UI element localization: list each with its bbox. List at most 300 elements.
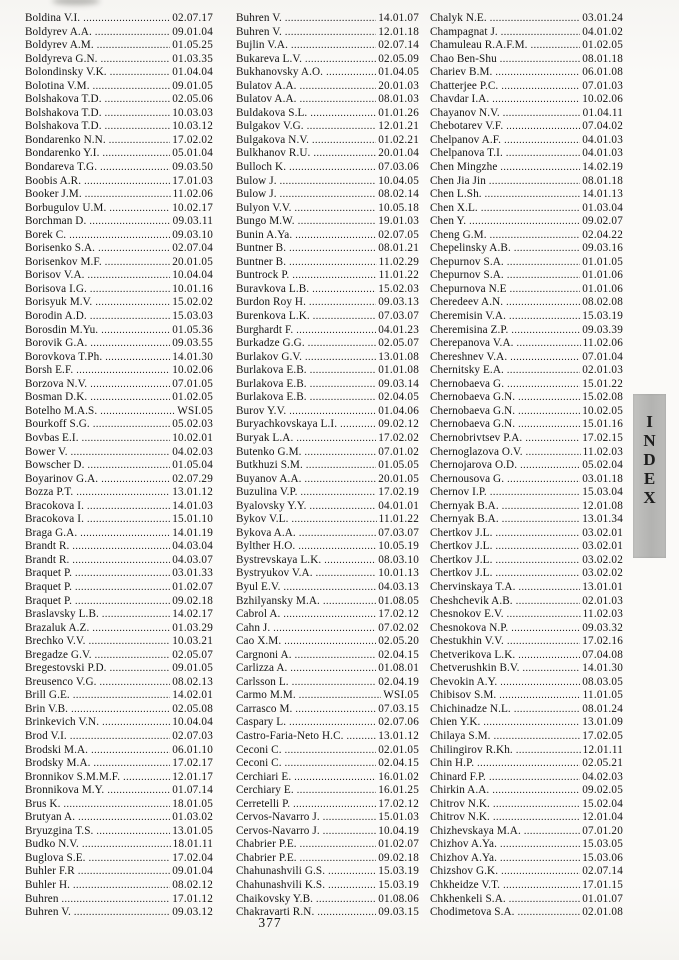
index-column-1: [25, 12, 213, 920]
index-entry: [430, 242, 623, 256]
index-entry: [25, 446, 213, 460]
index-entry: [236, 676, 419, 690]
dot-leader: [300, 80, 377, 94]
entry-code: 11.02.06: [172, 188, 213, 201]
entry-code: 02.05.20: [378, 635, 419, 648]
dot-leader: [507, 364, 580, 378]
dot-leader: [78, 811, 170, 825]
entry-code: 02.05.21: [582, 757, 623, 770]
index-entry: [430, 771, 623, 785]
dot-leader: [285, 744, 377, 758]
dot-leader: [73, 689, 170, 703]
index-entry: [236, 757, 419, 771]
dot-leader: [280, 188, 377, 202]
entry-name: Byul E.V.: [236, 580, 281, 593]
dot-leader: [526, 446, 581, 460]
entry-code: 09.03.55: [172, 337, 213, 350]
entry-name: Bregadze G.V.: [25, 648, 92, 661]
index-entry: [236, 215, 419, 229]
index-entry: [236, 337, 419, 351]
index-entry: [25, 703, 213, 717]
entry-name: Chernobaeva G.N.: [430, 404, 516, 417]
entry-code: 15.03.04: [582, 486, 623, 499]
dot-leader: [511, 324, 580, 338]
entry-name: Chetverikova L.K.: [430, 648, 516, 661]
entry-code: 09.03.10: [172, 228, 213, 241]
dot-leader: [72, 554, 170, 568]
dot-leader: [280, 175, 377, 189]
entry-code: 15.01.10: [172, 513, 213, 526]
dot-leader: [73, 879, 170, 893]
dot-leader: [105, 120, 171, 134]
entry-code: 15.01.16: [582, 418, 623, 431]
entry-code: 15.03.03: [172, 310, 213, 323]
entry-name: Borek C.: [25, 228, 67, 241]
entry-name: Chertkov J.L.: [430, 540, 493, 553]
dot-leader: [305, 473, 377, 487]
entry-name: Brechko V.V.: [25, 635, 86, 648]
dot-leader: [489, 175, 580, 189]
entry-code: 02.05.09: [378, 52, 419, 65]
entry-code: 09.03.11: [172, 215, 213, 228]
entry-code: 01.02.05: [582, 39, 623, 52]
index-entry: [25, 513, 213, 527]
entry-name: Bulow J.: [236, 174, 277, 187]
entry-name: Chibisov S.M.: [430, 689, 497, 702]
entry-code: 12.01.17: [172, 770, 213, 783]
entry-name: Cervos-Navarro J.: [236, 811, 320, 824]
entry-name: Cabrol A.: [236, 608, 281, 621]
entry-code: 02.07.29: [172, 472, 213, 485]
dot-leader: [328, 879, 376, 893]
entry-code: 14.01.30: [582, 662, 623, 675]
entry-code: 02.07.04: [172, 242, 213, 255]
entry-name: Chabrier P.E.: [236, 838, 297, 851]
entry-name: Bolshakova T.D.: [25, 106, 102, 119]
entry-code: 01.03.29: [172, 621, 213, 634]
entry-name: Chernitsky E.A.: [430, 364, 504, 377]
dot-leader: [516, 744, 581, 758]
entry-name: Braquet P.: [25, 580, 72, 593]
entry-code: 08.01.21: [378, 242, 419, 255]
entry-code: 07.01.05: [172, 377, 213, 390]
dot-leader: [105, 256, 170, 270]
entry-code: 04.02.03: [172, 445, 213, 458]
dot-leader: [485, 188, 581, 202]
entry-name: Brandt R.: [25, 553, 70, 566]
index-entry: [25, 757, 213, 771]
entry-name: Ceconi C.: [236, 757, 282, 770]
index-entry: [25, 418, 213, 432]
entry-code: 14.01.13: [582, 188, 623, 201]
index-entry: [236, 418, 419, 432]
entry-code: 01.02.07: [172, 580, 213, 593]
entry-code: 06.01.08: [582, 66, 623, 79]
index-entry: [236, 703, 419, 717]
entry-name: Chernyak B.A.: [430, 513, 499, 526]
entry-name: Bregestovski P.D.: [25, 662, 107, 675]
dot-leader: [102, 608, 170, 622]
entry-name: Bulgakov V.G.: [236, 120, 304, 133]
dot-leader: [289, 716, 376, 730]
entry-name: Bulgakova N.V.: [236, 133, 309, 146]
entry-name: Borosdin M.Yu.: [25, 323, 99, 336]
dot-leader: [500, 838, 580, 852]
entry-name: Chahunashvili K.S.: [236, 879, 326, 891]
dot-leader: [305, 446, 377, 460]
index-column-2: [236, 12, 419, 920]
entry-name: Bujlin V.A.: [236, 39, 288, 52]
index-entry: [236, 459, 419, 473]
entry-code: 10.05.19: [378, 540, 419, 553]
index-tab-letter: X: [643, 488, 656, 507]
index-entry: [430, 879, 623, 893]
entry-name: Chitrov N.K.: [430, 797, 490, 810]
entry-name: Buryachkovskaya L.I.: [236, 418, 338, 431]
index-entry: [25, 554, 213, 568]
entry-name: Chernoglazova O.V.: [430, 445, 523, 458]
dot-leader: [69, 229, 170, 243]
entry-code: 13.01.08: [378, 350, 419, 363]
entry-name: Braslavsky L.B.: [25, 608, 99, 621]
index-entry: [430, 608, 623, 622]
index-entry: [236, 744, 419, 758]
entry-code: 09.01.05: [172, 662, 213, 675]
index-entry: [25, 147, 213, 161]
index-entry: [430, 93, 623, 107]
entry-name: Boldyreva G.N.: [25, 52, 98, 65]
dot-leader: [305, 351, 376, 365]
entry-code: 10.04.05: [378, 174, 419, 187]
index-entry: [25, 378, 213, 392]
entry-code: 01.08.05: [378, 594, 419, 607]
entry-name: Buhren V.: [25, 906, 71, 919]
entry-name: Chen Mingzhe: [430, 161, 498, 174]
entry-name: Bondareva T.G.: [25, 161, 98, 174]
dot-leader: [313, 147, 376, 161]
entry-name: Chizhov A.Ya.: [430, 851, 497, 864]
dot-leader: [300, 852, 377, 866]
index-entry: [430, 513, 623, 527]
index-entry: [25, 825, 213, 839]
index-entry: [25, 730, 213, 744]
index-entry: [236, 811, 419, 825]
entry-code: 10.05.18: [378, 201, 419, 214]
index-entry: [25, 852, 213, 866]
entry-name: Bukhanovsky A.O.: [236, 66, 324, 79]
entry-name: Bondarenko Y.I.: [25, 147, 100, 160]
dot-leader: [517, 337, 581, 351]
entry-name: Burlakova E.B.: [236, 364, 307, 377]
entry-name: Bronnikov S.M.M.F.: [25, 770, 121, 783]
dot-leader: [110, 66, 171, 80]
dot-leader: [483, 716, 580, 730]
entry-name: Brod V.I.: [25, 729, 67, 742]
entry-name: Chebotarev V.F.: [430, 120, 504, 133]
dot-leader: [501, 865, 580, 879]
dot-leader: [62, 893, 171, 907]
index-entry: [25, 893, 213, 907]
dot-leader: [316, 567, 377, 581]
entry-name: Chao Ben-Shu: [430, 52, 497, 65]
entry-code: 08.01.03: [378, 93, 419, 106]
entry-code: 09.02.18: [172, 594, 213, 607]
dot-leader: [518, 405, 580, 419]
dot-leader: [85, 188, 171, 202]
index-entry: [236, 161, 419, 175]
entry-name: Champagnat J.: [430, 25, 498, 38]
entry-name: Chizshov G.K.: [430, 865, 499, 878]
index-entry: [430, 269, 623, 283]
entry-code: 08.01.24: [582, 702, 623, 715]
dot-leader: [507, 256, 580, 270]
entry-code: 04.03.07: [172, 553, 213, 566]
index-entry: [236, 798, 419, 812]
dot-leader: [492, 784, 580, 798]
entry-code: 01.08.01: [378, 662, 419, 675]
entry-name: Burghardt F.: [236, 323, 294, 336]
dot-leader: [495, 66, 580, 80]
entry-code: 17.02.17: [172, 757, 213, 770]
index-entry: [25, 798, 213, 812]
dot-leader: [507, 635, 580, 649]
entry-name: Chesnokova N.P.: [430, 621, 509, 634]
dot-leader: [507, 378, 580, 392]
index-entry: [236, 256, 419, 270]
entry-code: 01.01.08: [378, 364, 419, 377]
entry-code: 04.01.23: [378, 323, 419, 336]
entry-name: Chevokin A.Y.: [430, 675, 498, 688]
dot-leader: [300, 838, 377, 852]
entry-name: Bulyon V.V.: [236, 201, 292, 214]
dot-leader: [492, 93, 580, 107]
index-entry: [25, 53, 213, 67]
dot-leader: [313, 310, 376, 324]
index-entry: [236, 296, 419, 310]
dot-leader: [506, 296, 580, 310]
entry-code: 04.03.13: [378, 580, 419, 593]
index-entry: [430, 865, 623, 879]
entry-name: Borzova N.V.: [25, 377, 88, 390]
entry-code: 17.02.19: [378, 486, 419, 499]
entry-code: 17.02.02: [378, 431, 419, 444]
entry-code: 10.03.21: [172, 635, 213, 648]
dot-leader: [523, 662, 581, 676]
entry-code: 11.02.06: [582, 337, 623, 350]
entry-name: Chernousova G.: [430, 472, 505, 485]
dot-leader: [89, 215, 170, 229]
index-entry: [430, 676, 623, 690]
index-entry: [25, 662, 213, 676]
entry-code: 10.03.03: [172, 106, 213, 119]
dot-leader: [76, 486, 170, 500]
entry-code: 01.01.05: [582, 255, 623, 268]
index-entry: [430, 662, 623, 676]
dot-leader: [510, 283, 581, 297]
dot-leader: [100, 161, 170, 175]
dot-leader: [323, 811, 377, 825]
dot-leader: [292, 676, 377, 690]
entry-code: 07.01.20: [582, 824, 623, 837]
dot-leader: [109, 134, 171, 148]
entry-name: Cao X.M.: [236, 635, 282, 648]
entry-name: Butenko G.M.: [236, 445, 302, 458]
index-entry: [236, 527, 419, 541]
entry-name: Buntner B.: [236, 242, 287, 255]
entry-name: Chkheidze V.T.: [430, 879, 501, 891]
index-entry: [236, 39, 419, 53]
entry-code: 02.05.07: [172, 648, 213, 661]
index-entry: [236, 716, 419, 730]
entry-code: 15.02.08: [582, 391, 623, 404]
index-entry: [430, 80, 623, 94]
entry-name: Brutyan A.: [25, 811, 76, 824]
entry-name: Burov Y.V.: [236, 404, 287, 417]
index-entry: [430, 757, 623, 771]
dot-leader: [507, 473, 580, 487]
entry-code: 03.02.02: [582, 553, 623, 566]
dot-leader: [307, 120, 377, 134]
index-entry: [25, 500, 213, 514]
entry-name: Chodimetova S.A.: [430, 906, 515, 919]
entry-code: 13.01.09: [582, 716, 623, 729]
dot-leader: [296, 432, 376, 446]
entry-code: 17.01.15: [582, 879, 623, 891]
dot-leader: [71, 446, 171, 460]
entry-name: Braquet P.: [25, 594, 72, 607]
index-entry: [25, 269, 213, 283]
dot-leader: [295, 649, 377, 663]
dot-leader: [109, 202, 170, 216]
entry-name: Butkhuzi S.M.: [236, 459, 303, 472]
entry-name: Chesnokov E.V.: [430, 608, 504, 621]
entry-code: 03.01.24: [582, 12, 623, 24]
index-entry: [430, 554, 623, 568]
entry-name: Brus K.: [25, 797, 61, 810]
entry-name: Burlakova E.B.: [236, 377, 307, 390]
index-entry: [236, 391, 419, 405]
entry-code: 16.01.02: [378, 770, 419, 783]
entry-name: Chitrov N.K.: [430, 811, 490, 824]
dot-leader: [494, 730, 581, 744]
entry-name: Chertkov J.L.: [430, 526, 493, 539]
entry-name: Borovkova T.Ph.: [25, 350, 103, 363]
index-entry: [236, 269, 419, 283]
dot-leader: [90, 337, 170, 351]
index-entry: [236, 351, 419, 365]
entry-code: 13.01.12: [172, 486, 213, 499]
index-entry: [430, 378, 623, 392]
dot-leader: [102, 716, 170, 730]
entry-name: Buldakova S.L.: [236, 106, 308, 119]
index-entry: [236, 202, 419, 216]
dot-leader: [496, 554, 581, 568]
entry-code: 15.02.02: [172, 296, 213, 309]
entry-name: Cheshchevik A.B.: [430, 594, 513, 607]
entry-code: 07.04.02: [582, 120, 623, 133]
index-entry: [236, 540, 419, 554]
entry-name: Carlizza A.: [236, 662, 288, 675]
entry-name: Brazaluk A.Z.: [25, 621, 90, 634]
entry-name: Chavdar I.A.: [430, 93, 490, 106]
entry-code: 09.03.50: [172, 161, 213, 174]
dot-leader: [500, 852, 580, 866]
entry-name: Borchman D.: [25, 215, 87, 228]
dot-leader: [83, 12, 170, 26]
index-entry: [25, 296, 213, 310]
entry-name: Boldina V.I.: [25, 12, 81, 24]
entry-name: Bunin A.Ya.: [236, 228, 293, 241]
index-entry: [25, 229, 213, 243]
dot-leader: [82, 432, 171, 446]
entry-code: 01.01.07: [582, 892, 623, 905]
entry-code: 15.03.05: [582, 838, 623, 851]
entry-name: Bolshakova T.D.: [25, 120, 102, 133]
entry-name: Botelho M.A.S.: [25, 404, 98, 417]
index-entry: [236, 852, 419, 866]
entry-code: 01.07.14: [172, 784, 213, 797]
entry-name: Breusenco V.G.: [25, 675, 97, 688]
entry-code: 05.02.03: [172, 418, 213, 431]
entry-name: Carlsson L.: [236, 675, 289, 688]
entry-name: Cerchiari E.: [236, 770, 292, 783]
index-entry: [25, 337, 213, 351]
entry-name: Chichinadze N.L.: [430, 702, 511, 715]
dot-leader: [310, 364, 377, 378]
dot-leader: [64, 798, 171, 812]
entry-code: 08.02.12: [172, 879, 213, 891]
index-entry: [25, 120, 213, 134]
dot-leader: [518, 649, 580, 663]
dot-leader: [531, 39, 581, 53]
index-entry: [430, 391, 623, 405]
index-entry: [236, 554, 419, 568]
entry-code: 02.05.06: [172, 93, 213, 106]
entry-name: Chervinskaya T.A.: [430, 580, 516, 593]
entry-code: 01.05.36: [172, 323, 213, 336]
entry-code: 08.01.18: [582, 52, 623, 65]
index-entry: [430, 337, 623, 351]
dot-leader: [490, 486, 580, 500]
entry-name: Cheremisina Z.P.: [430, 323, 509, 336]
index-entry: [236, 784, 419, 798]
index-entry: [25, 486, 213, 500]
dot-leader: [323, 825, 377, 839]
entry-code: 02.05.07: [378, 337, 419, 350]
index-entry: [236, 893, 419, 907]
index-entry: [430, 215, 623, 229]
entry-code: 01.03.04: [582, 201, 623, 214]
dot-leader: [516, 595, 581, 609]
entry-code: 01.03.35: [172, 52, 213, 65]
index-entry: [430, 459, 623, 473]
index-entry: [25, 39, 213, 53]
entry-code: 17.02.04: [172, 851, 213, 864]
entry-name: Bracokova I.: [25, 513, 84, 526]
entry-code: 17.01.03: [172, 174, 213, 187]
dot-leader: [92, 622, 170, 636]
index-entry: [430, 581, 623, 595]
index-entry: [236, 581, 419, 595]
dot-leader: [70, 730, 170, 744]
index-entry: [236, 689, 419, 703]
entry-code: 04.01.01: [378, 499, 419, 512]
entry-name: Chien Y.K.: [430, 716, 481, 729]
dot-leader: [273, 622, 376, 636]
entry-code: 13.01.01: [582, 580, 623, 593]
index-entry: [25, 595, 213, 609]
index-entry: [25, 12, 213, 26]
